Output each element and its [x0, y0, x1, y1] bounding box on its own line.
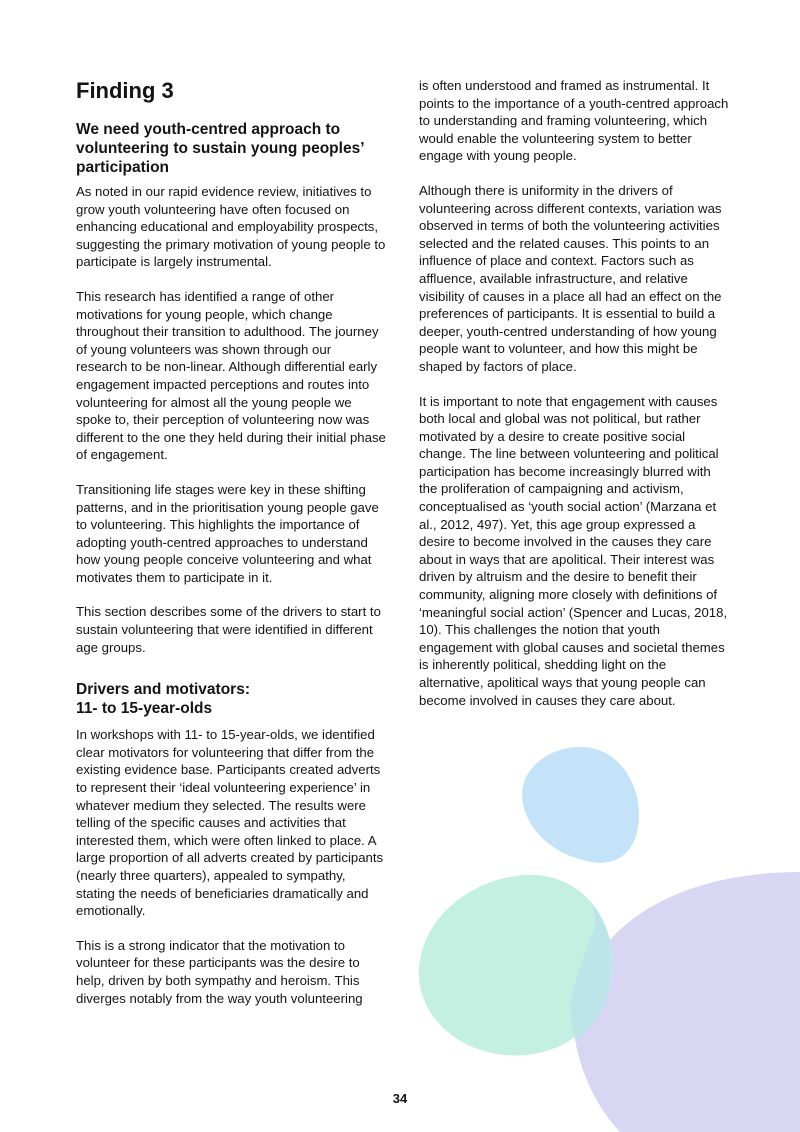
- paragraph: This is a strong indicator that the motivation to volunteer for these participants was the desire to help, driven by both sympathy and heroism. This diverges notably from the way youth volunteering: [76, 937, 363, 1006]
- paragraph: is often understood and framed as instrumental. It points to the importance of a youth-centred approach to understanding and framing volunteering, which would enable the volunteering system to better engage with young people.: [419, 78, 729, 164]
- right-column: [419, 77, 729, 726]
- paragraph: This research has identified a range of other motivations for young people, which change throughout their transition to adulthood. The journey of young volunteers was shown through our research to be non-linear. Although differential early engagement impacted perceptions and routes into volunteering for almost all the young people we spoke to, their perception of volunteering now was different to the one they held during their initial phase of engagement.: [76, 288, 386, 463]
- page-title: Finding 3: [76, 78, 174, 103]
- paragraph: As noted in our rapid evidence review, initiatives to grow youth volunteering have often focused on enhancing educational and employability prospects, suggesting the primary motivation of young people to participate is largely instrumental.: [76, 184, 386, 270]
- page-number: 34: [392, 1091, 408, 1106]
- paragraph: Transitioning life stages were key in these shifting patterns, and in the prioritisation young people gave to volunteering. This highlights the importance of adopting youth-centred approaches to understand how young people conceive volunteering and what motivates them to participate in it.: [76, 481, 379, 585]
- section-heading-line1: Drivers and motivators:: [76, 681, 250, 699]
- paragraph: This section describes some of the drivers to start to sustain volunteering that were identified in different age groups.: [76, 604, 381, 655]
- blue-blob: [522, 747, 639, 863]
- paragraph: In workshops with 11- to 15-year-olds, we identified clear motivators for volunteering that differ from the existing evidence base. Participants created adverts to represent their ‘ideal volunteering experience’ in whatever medium they selected. The results were telling of the specific causes and activities that interested them, which were often linked to place. A large proportion of all adverts created by participants (nearly three quarters), appealed to sympathy, stating the needs of beneficiaries dramatically and emotionally.: [76, 727, 384, 919]
- left-column: [76, 78, 386, 1024]
- section-heading: [76, 680, 386, 718]
- section-heading-line2: 11- to 15-year-olds: [76, 700, 213, 718]
- finding-subtitle: We need youth-centred approach to volunteering to sustain young peoples’ participation: [76, 121, 364, 176]
- paragraph: It is important to note that engagement with causes both local and global was not political, but rather motivated by a desire to create positive social change. The line between volunteering and political participation has become increasingly blurred with the proliferation of campaigning and activism, conceptualised as ‘youth social action’ (Marzana et al., 2012, 497). Yet, this age group expressed a desire to become involved in the causes they care about in ways that are apolitical. Their interest was driven by altruism and the desire to benefit their community, aligning more closely with definitions of ‘meaningful social action’ (Spencer and Lucas, 2018, 10). This challenges the notion that youth engagement with global causes and societal themes is inherently political, shedding light on the alternative, apolitical ways that young people can become involved in causes they care about.: [419, 393, 728, 708]
- paragraph: Although there is uniformity in the drivers of volunteering across different contexts, variation was observed in terms of both the volunteering activities selected and the related causes. This points to an influence of place and context. Factors such as affluence, available infrastructure, and relative visibility of causes in a place all had an effect on the preferences of participants. It is essential to build a deeper, youth-centred understanding of how young people want to volunteer, and how this might be shaped by factors of place.: [419, 182, 722, 374]
